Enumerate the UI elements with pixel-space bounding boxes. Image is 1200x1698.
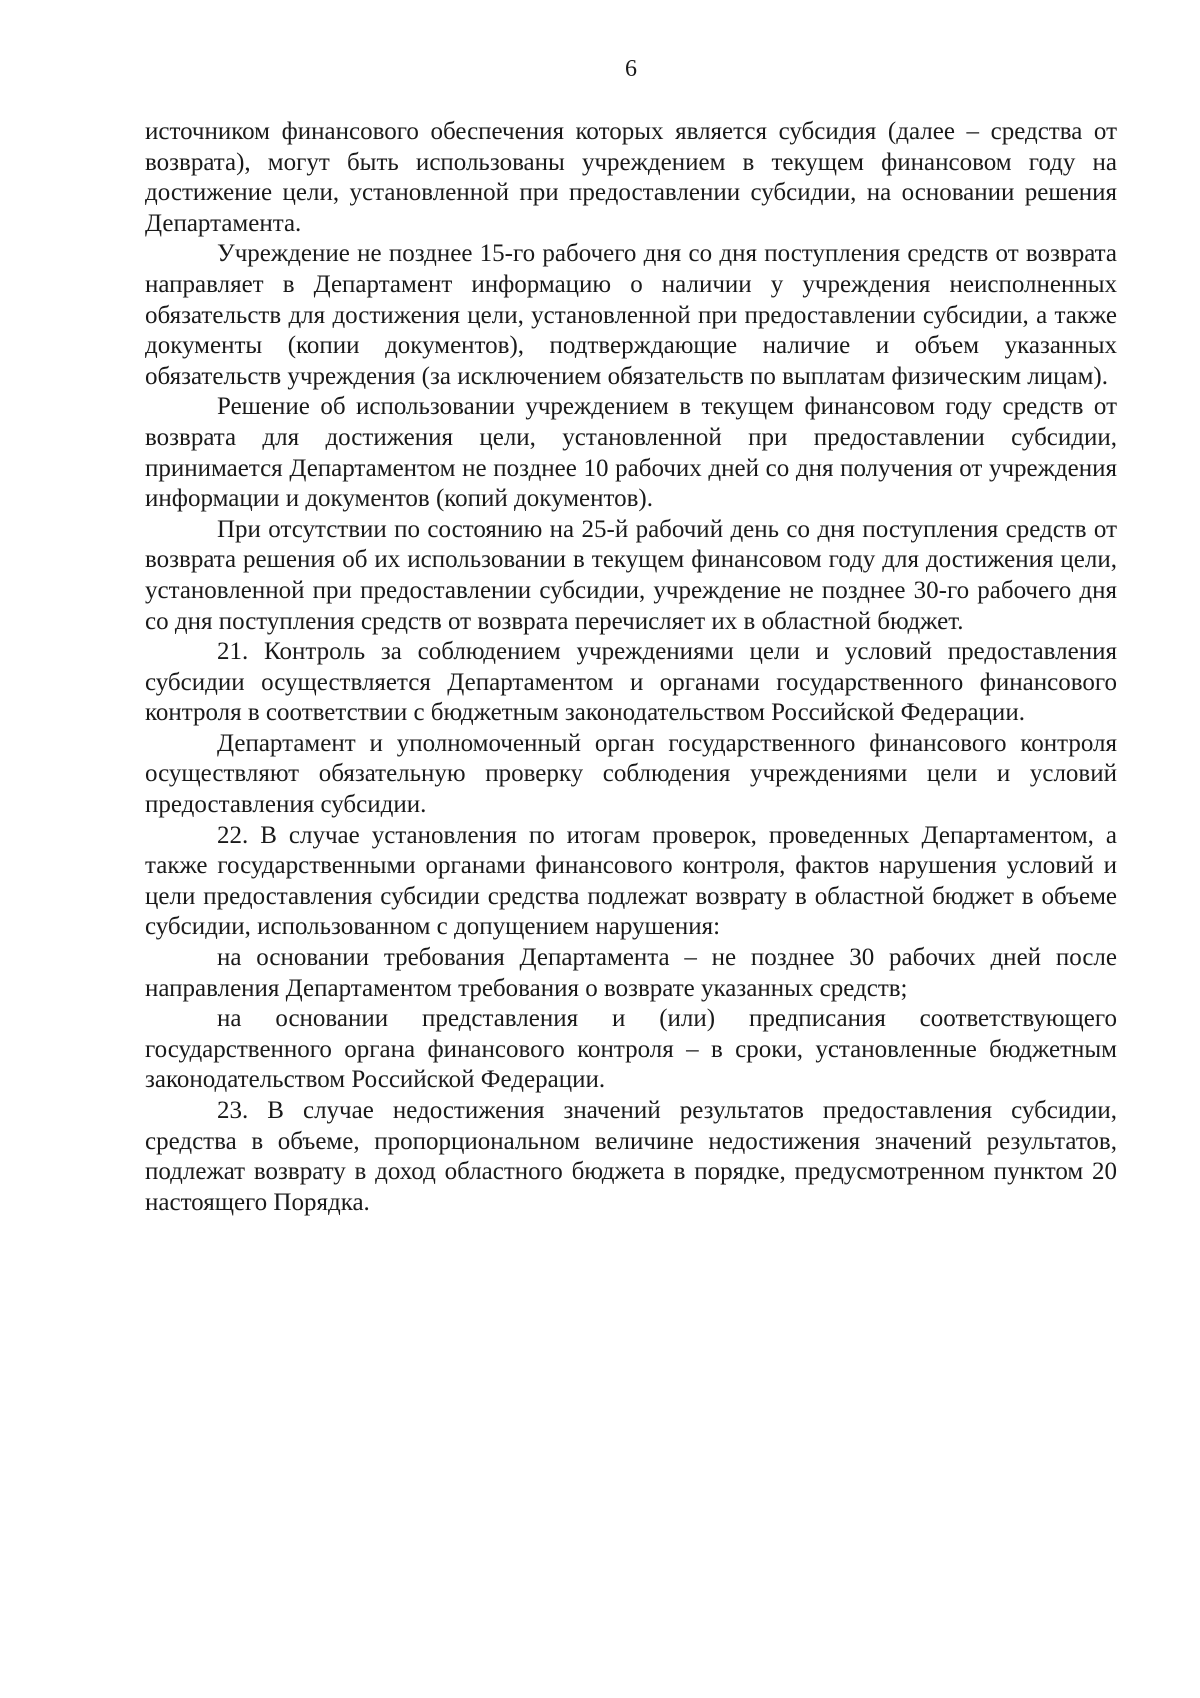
page-number: 6 xyxy=(625,56,637,82)
paragraph-return-to-budget: При отсутствии по состоянию на 25-й рабочий день со дня поступления средств от возврата решения об их использовании в текущем финансовом году для достижения цели, установленной при предоставлении субсидии, учреждение не позднее 30-го рабочего дня со дня поступления средств от возврата перечисляет их в областной бюджет. xyxy=(145,515,1117,635)
paragraph-usage-decision: Решение об использовании учреждением в текущем финансовом году средств от возврата для достижения цели, установленной при предоставлении субсидии, принимается Департаментом не позднее 10 рабочих дней со дня получения от учреждения информации и документов (копий документов). xyxy=(145,393,1117,513)
paragraph-department-demand: на основании требования Департамента – не позднее 30 рабочих дней после направления Департаментом требования о возврате указанных средств; xyxy=(145,944,1117,1002)
paragraph-clause-21: 21. Контроль за соблюдением учреждениями цели и условий предоставления субсидии осуществляется Департаментом и органами государственного финансового контроля в соответствии с бюджетным законодательством Российской Федерации. xyxy=(145,638,1117,727)
paragraph-control-body-order: на основании представления и (или) предписания соответствующего государственного органа финансового контроля – в сроки, установленные бюджетным законодательством Российской Федерации. xyxy=(145,1005,1117,1094)
paragraph-obligations-info: Учреждение не позднее 15-го рабочего дня со дня поступления средств от возврата направляет в Департамент информацию о наличии у учреждения неисполненных обязательств для достижения цели, установленной при предоставлении субсидии, а также документы (копии документов), подтверждающие наличие и объем указанных обязательств учреждения (за исключением обязательств по выплатам физическим лицам). xyxy=(145,240,1117,390)
paragraph-mandatory-check: Департамент и уполномоченный орган государственного финансового контроля осуществляют обязательную проверку соблюдения учреждениями цели и условий предоставления субсидии. xyxy=(145,729,1117,819)
paragraph-clause-23: 23. В случае недостижения значений результатов предоставления субсидии, средства в объеме, пропорциональном величине недостижения значений результатов, подлежат возврату в доход областного бюджета в порядке, предусмотренном пунктом 20 настоящего Порядка. xyxy=(145,1097,1117,1216)
paragraph-continuation: источником финансового обеспечения которых является субсидия (далее – средства от возврата), могут быть использованы учреждением в текущем финансовом году на достижение цели, установленной при предоставлении субсидии, на основании решения Департамента. xyxy=(145,118,1117,237)
document-body xyxy=(145,117,1117,1218)
paragraph-clause-22: 22. В случае установления по итогам проверок, проведенных Департаментом, а также государственными органами финансового контроля, фактов нарушения условий и цели предоставления субсидии средства подлежат возврату в областной бюджет в объеме субсидии, использованном с допущением нарушения: xyxy=(145,821,1117,941)
